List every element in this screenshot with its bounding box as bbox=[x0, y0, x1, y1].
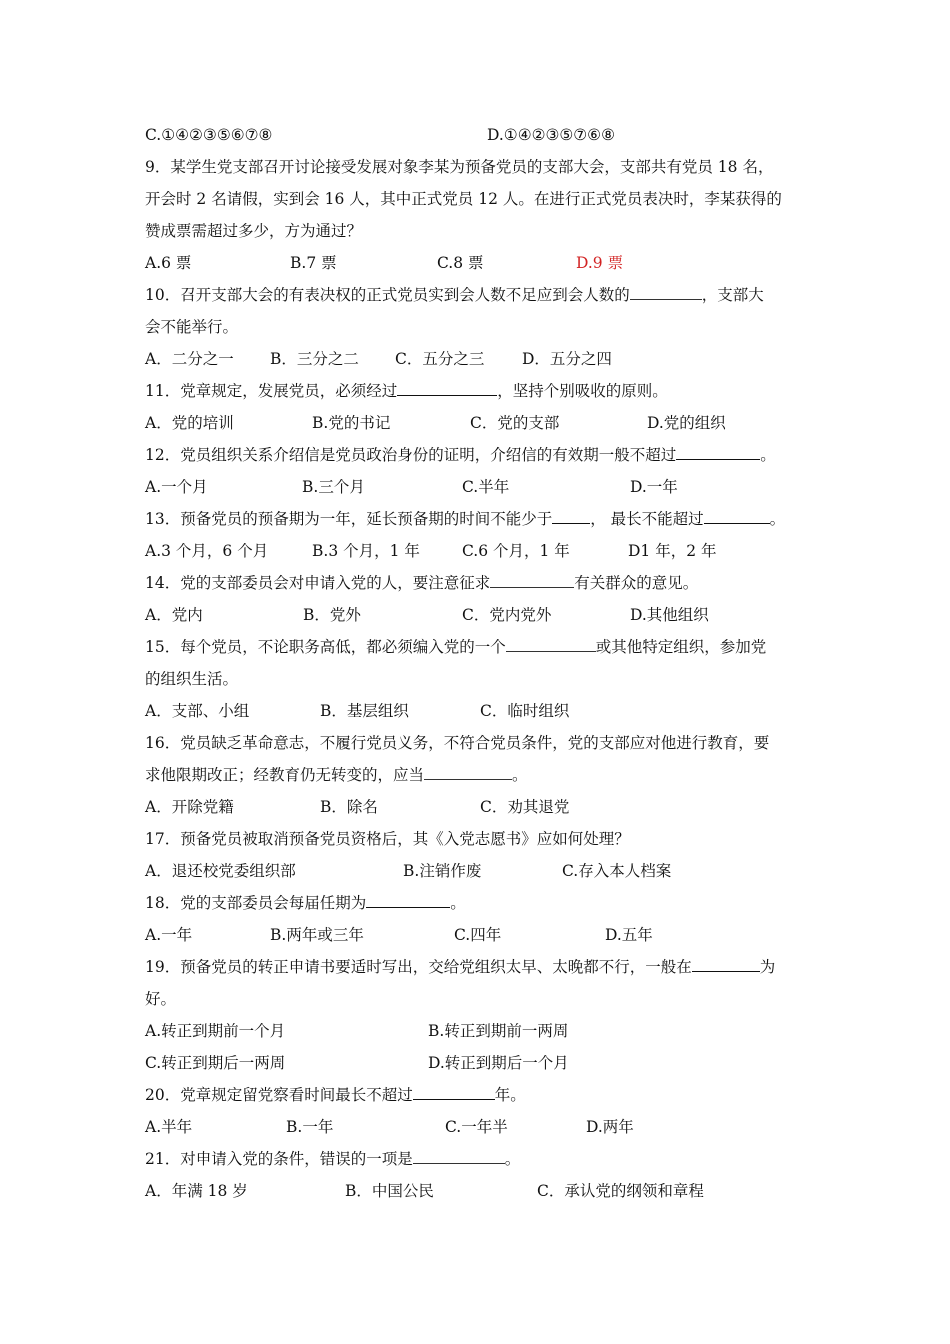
q17-option-b: B.注销作废 bbox=[403, 862, 482, 880]
q15-text-line-2: 的组织生活。 bbox=[145, 670, 239, 688]
q12-option-d: D.一年 bbox=[630, 478, 678, 496]
q10-text-line-1 bbox=[145, 285, 764, 305]
q20-text-pre: 20．党章规定留党察看时间最长不超过 bbox=[145, 1086, 413, 1104]
q18-text-pre: 18．党的支部委员会每届任期为 bbox=[145, 894, 367, 912]
q10-answer-blank bbox=[630, 285, 702, 300]
q13-answer-blank-max bbox=[704, 509, 770, 524]
q19-text-pre: 19．预备党员的转正申请书要适时写出，交给党组织太早、太晚都不行，一般在 bbox=[145, 958, 692, 976]
q10-option-a: A．二分之一 bbox=[145, 350, 234, 368]
q12-text-line bbox=[145, 445, 776, 465]
q19-option-c: C.转正到期后一两周 bbox=[145, 1054, 286, 1072]
q10-option-b: B．三分之二 bbox=[270, 350, 359, 368]
q11-option-a: A．党的培训 bbox=[145, 414, 234, 432]
q15-text-post: 或其他特定组织，参加党 bbox=[595, 638, 767, 656]
q14-text-post: 有关群众的意见。 bbox=[574, 574, 699, 592]
q14-option-c: C．党内党外 bbox=[462, 606, 552, 624]
q13-option-c: C.6 个月，1 年 bbox=[462, 542, 570, 560]
q15-option-a: A．支部、小组 bbox=[145, 702, 250, 720]
q16-text-line-2 bbox=[145, 765, 528, 785]
q10-text-line-2: 会不能举行。 bbox=[145, 318, 239, 336]
q12-text-post: 。 bbox=[760, 446, 776, 464]
q14-answer-blank bbox=[490, 573, 574, 588]
q11-text-pre: 11．党章规定，发展党员，必须经过 bbox=[145, 382, 398, 400]
q18-text-line bbox=[145, 893, 466, 913]
q11-text-post: ，坚持个别吸收的原则。 bbox=[497, 382, 668, 400]
q21-text-post: 。 bbox=[504, 1150, 521, 1168]
q14-option-a: A．党内 bbox=[145, 606, 203, 624]
q18-option-c: C.四年 bbox=[454, 926, 502, 944]
q12-answer-blank bbox=[676, 445, 760, 460]
q15-text-line-1 bbox=[145, 637, 766, 657]
q8-option-d: D.①④②③⑤⑦⑥⑧ bbox=[487, 126, 615, 144]
q20-text-post: 年。 bbox=[494, 1086, 526, 1104]
q19-option-a: A.转正到期前一个月 bbox=[145, 1022, 286, 1040]
q13-text-mid: ， 最长不能超过 bbox=[590, 510, 704, 528]
q14-text-line bbox=[145, 573, 698, 593]
q18-answer-blank bbox=[366, 893, 450, 908]
q21-option-c: C．承认党的纲领和章程 bbox=[537, 1182, 704, 1200]
q13-option-b: B.3 个月，1 年 bbox=[312, 542, 420, 560]
q12-text-pre: 12．党员组织关系介绍信是党员政治身份的证明，介绍信的有效期一般不超过 bbox=[145, 446, 677, 464]
q11-option-d: D.党的组织 bbox=[647, 414, 726, 432]
q20-option-a: A.半年 bbox=[145, 1118, 193, 1136]
q11-option-c: C．党的支部 bbox=[470, 414, 560, 432]
q20-option-d: D.两年 bbox=[586, 1118, 634, 1136]
q9-option-a: A.6 票 bbox=[145, 254, 192, 272]
q18-option-d: D.五年 bbox=[605, 926, 653, 944]
q16-text-post: 。 bbox=[512, 766, 528, 784]
q17-option-a: A．退还校党委组织部 bbox=[145, 862, 296, 880]
q16-text-pre: 求他限期改正；经教育仍无转变的，应当 bbox=[145, 766, 425, 784]
q13-option-a: A.3 个月，6 个月 bbox=[145, 542, 269, 560]
q16-option-b: B．除名 bbox=[320, 798, 378, 816]
q16-text-line-1: 16．党员缺乏革命意志，不履行党员义务，不符合党员条件，党的支部应对他进行教育，要 bbox=[145, 734, 770, 752]
q21-text-line bbox=[145, 1149, 520, 1169]
q8-option-c: C.①④②③⑤⑥⑦⑧ bbox=[145, 126, 273, 144]
q9-option-d-answer: D.9 票 bbox=[576, 254, 624, 272]
q15-option-b: B．基层组织 bbox=[320, 702, 409, 720]
q10-text-pre: 10．召开支部大会的有表决权的正式党员实到会人数不足应到会人数的 bbox=[145, 286, 630, 304]
q13-answer-blank-min bbox=[552, 509, 590, 524]
q19-text-post: 为 bbox=[759, 958, 776, 976]
q10-option-c: C．五分之三 bbox=[395, 350, 485, 368]
q16-option-c: C．劝其退党 bbox=[480, 798, 570, 816]
q17-option-c: C.存入本人档案 bbox=[562, 862, 672, 880]
q13-text-pre: 13．预备党员的预备期为一年，延长预备期的时间不能少于 bbox=[145, 510, 553, 528]
q12-option-b: B.三个月 bbox=[302, 478, 365, 496]
q14-option-b: B．党外 bbox=[303, 606, 361, 624]
q21-text-pre: 21．对申请入党的条件，错误的一项是 bbox=[145, 1150, 413, 1168]
q21-option-a: A．年满 18 岁 bbox=[145, 1182, 248, 1200]
q19-option-b: B.转正到期前一两周 bbox=[428, 1022, 569, 1040]
q18-text-post: 。 bbox=[450, 894, 466, 912]
q19-text-line-2: 好。 bbox=[145, 990, 177, 1008]
q18-option-a: A.一年 bbox=[145, 926, 193, 944]
q20-option-c: C.一年半 bbox=[445, 1118, 508, 1136]
q16-option-a: A．开除党籍 bbox=[145, 798, 234, 816]
q20-text-line bbox=[145, 1085, 526, 1105]
q9-text-line-1: 9．某学生党支部召开讨论接受发展对象李某为预备党员的支部大会，支部共有党员 18 名， bbox=[145, 158, 774, 176]
q15-option-c: C．临时组织 bbox=[480, 702, 570, 720]
q14-option-d: D.其他组织 bbox=[630, 606, 709, 624]
q10-option-d: D．五分之四 bbox=[522, 350, 612, 368]
q13-text-line bbox=[145, 509, 785, 529]
q10-text-post: ，支部大 bbox=[701, 286, 764, 304]
q19-answer-blank bbox=[692, 957, 760, 972]
q11-text-line bbox=[145, 381, 668, 401]
q13-text-post: 。 bbox=[769, 510, 786, 528]
q14-text-pre: 14．党的支部委员会对申请入党的人，要注意征求 bbox=[145, 574, 491, 592]
q16-answer-blank bbox=[424, 765, 512, 780]
q15-answer-blank bbox=[506, 637, 596, 652]
q15-text-pre: 15．每个党员，不论职务高低，都必须编入党的一个 bbox=[145, 638, 506, 656]
q9-option-b: B.7 票 bbox=[290, 254, 337, 272]
q18-option-b: B.两年或三年 bbox=[270, 926, 364, 944]
q13-option-d: D1 年，2 年 bbox=[628, 542, 717, 560]
q9-text-line-3: 赞成票需超过多少，方为通过？ bbox=[145, 222, 363, 240]
q9-text-line-2: 开会时 2 名请假，实到会 16 人，其中正式党员 12 人。在进行正式党员表决时，李某获得的 bbox=[145, 190, 782, 208]
q12-option-a: A.一个月 bbox=[145, 478, 208, 496]
q19-text-line-1 bbox=[145, 957, 775, 977]
q21-option-b: B．中国公民 bbox=[345, 1182, 434, 1200]
q11-option-b: B.党的书记 bbox=[312, 414, 391, 432]
q9-option-c: C.8 票 bbox=[437, 254, 484, 272]
q12-option-c: C.半年 bbox=[462, 478, 510, 496]
q20-option-b: B.一年 bbox=[286, 1118, 334, 1136]
q21-answer-blank bbox=[413, 1149, 505, 1164]
q19-option-d: D.转正到期后一个月 bbox=[428, 1054, 569, 1072]
q17-text-line: 17．预备党员被取消预备党员资格后，其《入党志愿书》应如何处理？ bbox=[145, 830, 630, 848]
q11-answer-blank bbox=[397, 381, 497, 396]
q20-answer-blank bbox=[413, 1085, 495, 1100]
